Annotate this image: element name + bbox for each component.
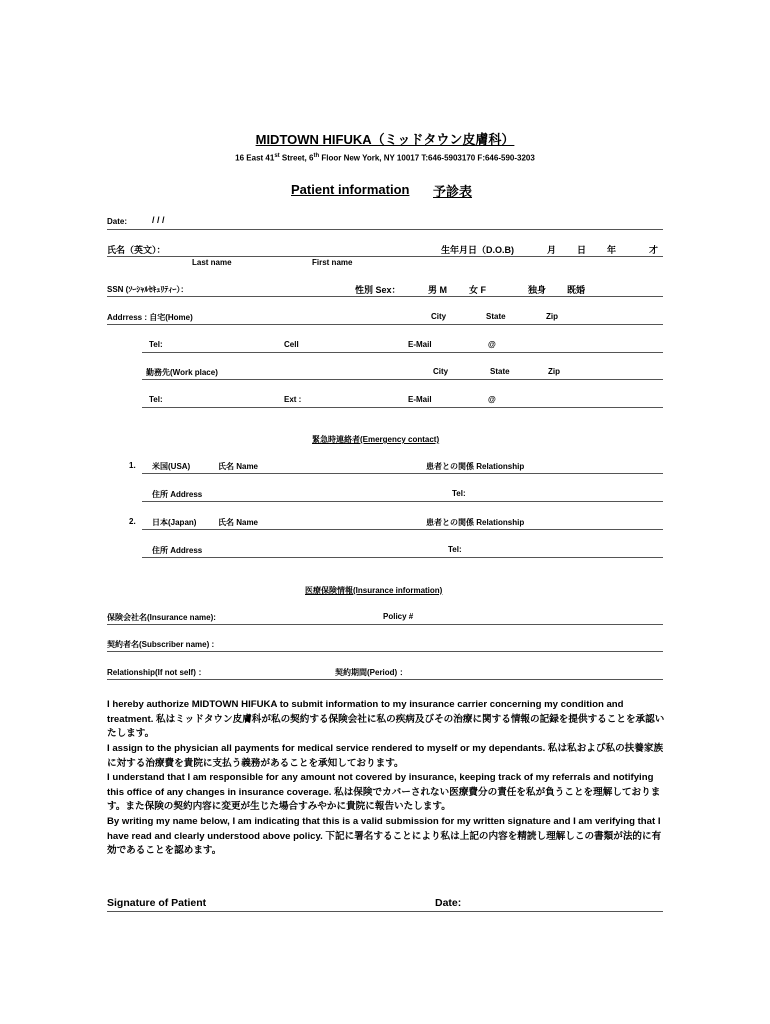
clinic-title: MIDTOWN HIFUKA（ミッドタウン皮膚科） xyxy=(255,132,515,147)
work-zip-label: Zip xyxy=(548,367,560,376)
emergency-num-1: 1. xyxy=(129,461,136,470)
single-option[interactable]: 独身 xyxy=(528,285,547,295)
emergency-japan-name-label: 氏名 Name xyxy=(218,518,259,527)
home-city-label: City xyxy=(431,312,447,321)
emergency-usa-tel-label: Tel: xyxy=(452,489,466,498)
form-title-en: Patient information xyxy=(291,182,410,197)
consent-paragraph-4: By writing my name below, I am indicating that this is a valid submission for my written signature and I am verifying that I have read and clearly understood above policy. 下記に署名することにより私は上記の内容を精読し理解しこの書類が法的に有効であることを認めます。 xyxy=(107,816,662,857)
workplace-field[interactable] xyxy=(142,379,663,380)
workplace-label: 勤務先(Work place) xyxy=(146,368,218,377)
form-title-jp: 予診表 xyxy=(433,184,473,199)
signature-label: Signature of Patient xyxy=(107,897,207,909)
home-tel-label: Tel: xyxy=(149,340,163,349)
signature-date-label: Date: xyxy=(435,897,462,909)
emergency-japan-relationship-label: 患者との関係 Relationship xyxy=(426,518,525,527)
emergency-usa-name-label: 氏名 Name xyxy=(218,462,259,471)
date-label: Date: xyxy=(107,217,128,226)
emergency-heading: 緊急時連絡者(Emergency contact) xyxy=(312,435,440,444)
consent-paragraph-3: I understand that I am responsible for any amount not covered by insurance, keeping track of my referrals and notifying this office of any changes in insurance coverage. 私は保険でカバーされない医療費分の責任を私が負うことを理解しております。また保険の契約内容に変更が生じた場合すみやかに貴院に報告いたします。 xyxy=(107,772,661,813)
dob-year: 年 xyxy=(607,245,617,255)
work-email-at: @ xyxy=(488,395,496,404)
last-name-label: Last name xyxy=(192,258,232,267)
sex-female-option[interactable]: 女 F xyxy=(469,285,486,295)
work-tel-label: Tel: xyxy=(149,395,163,404)
work-email-label: E-Mail xyxy=(408,395,432,404)
work-city-label: City xyxy=(433,367,449,376)
home-state-label: State xyxy=(486,312,506,321)
emergency-japan-address-label: 住所 Address xyxy=(152,546,203,555)
dob-month: 月 xyxy=(547,245,557,255)
emergency-japan-label: 日本(Japan) xyxy=(152,518,197,527)
email-at: @ xyxy=(488,340,496,349)
policy-label: Policy # xyxy=(383,612,414,621)
consent-paragraph-2: I assign to the physician all payments for medical service rendered to myself or my dependants. 私は私および私の扶養家族に対する治療費を貴院に支払う義務があることを承知しております。 xyxy=(107,743,664,769)
relationship-field[interactable] xyxy=(107,679,663,680)
emergency-japan-name-field[interactable] xyxy=(142,529,663,530)
emergency-usa-address-label: 住所 Address xyxy=(152,490,203,499)
consent-paragraph-1: I hereby authorize MIDTOWN HIFUKA to submit information to my insurance carrier concerning my condition and treatment. 私はミッドタウン皮膚科が私の契約する保険会社に私の疾病及びその治療に関する情報の記録を提供することを承認いたします。 xyxy=(107,699,665,740)
subscriber-label: 契約者名(Subscriber name) : xyxy=(107,640,215,649)
emergency-japan-tel-label: Tel: xyxy=(448,545,462,554)
home-zip-label: Zip xyxy=(546,312,558,321)
email-label: E-Mail xyxy=(408,340,432,349)
married-option[interactable]: 既婚 xyxy=(567,285,586,295)
emergency-num-2: 2. xyxy=(129,517,136,526)
dob-age: 才 xyxy=(649,245,659,255)
sex-male-option[interactable]: 男 M xyxy=(428,285,447,295)
clinic-address: 16 East 41st Street, 6th Floor New York, NY 10017 T:646-5903170 F:646-590-3203 xyxy=(235,153,535,163)
home-address-label: Addrress : 自宅(Home) xyxy=(107,313,193,322)
emergency-usa-label: 米国(USA) xyxy=(152,462,191,471)
sex-label: 性別 Sex： xyxy=(355,285,401,295)
cell-label: Cell xyxy=(284,340,299,349)
insurance-heading: 医療保険情報(Insurance information) xyxy=(305,586,443,595)
relationship-label: Relationship(If not self) ： xyxy=(107,668,207,677)
first-name-label: First name xyxy=(312,258,353,267)
subscriber-field[interactable] xyxy=(107,651,663,652)
ssn-field[interactable] xyxy=(107,296,663,297)
dob-label: 生年月日（D.O.B) xyxy=(441,245,514,255)
date-field[interactable] xyxy=(107,229,663,230)
emergency-usa-name-field[interactable] xyxy=(142,473,663,474)
work-tel-field[interactable] xyxy=(142,407,663,408)
period-label: 契約期間(Period) ： xyxy=(335,668,408,677)
signature-field[interactable] xyxy=(107,911,663,912)
ext-label: Ext : xyxy=(284,395,302,404)
emergency-japan-address-field[interactable] xyxy=(142,557,663,558)
home-address-field[interactable] xyxy=(107,324,663,325)
date-slashes: / / / xyxy=(152,215,165,225)
work-state-label: State xyxy=(490,367,510,376)
name-label: 氏名（英文）： xyxy=(107,245,166,255)
insurance-name-field[interactable] xyxy=(107,624,663,625)
ssn-label: SSN (ｿｰｼｬﾙｾｷｭﾘﾃｨｰ）： xyxy=(107,285,189,294)
dob-day: 日 xyxy=(577,245,587,255)
name-field[interactable] xyxy=(107,256,663,257)
emergency-usa-relationship-label: 患者との関係 Relationship xyxy=(426,462,525,471)
insurance-name-label: 保険会社名(Insurance name): xyxy=(107,613,216,622)
home-tel-field[interactable] xyxy=(142,352,663,353)
emergency-usa-address-field[interactable] xyxy=(142,501,663,502)
